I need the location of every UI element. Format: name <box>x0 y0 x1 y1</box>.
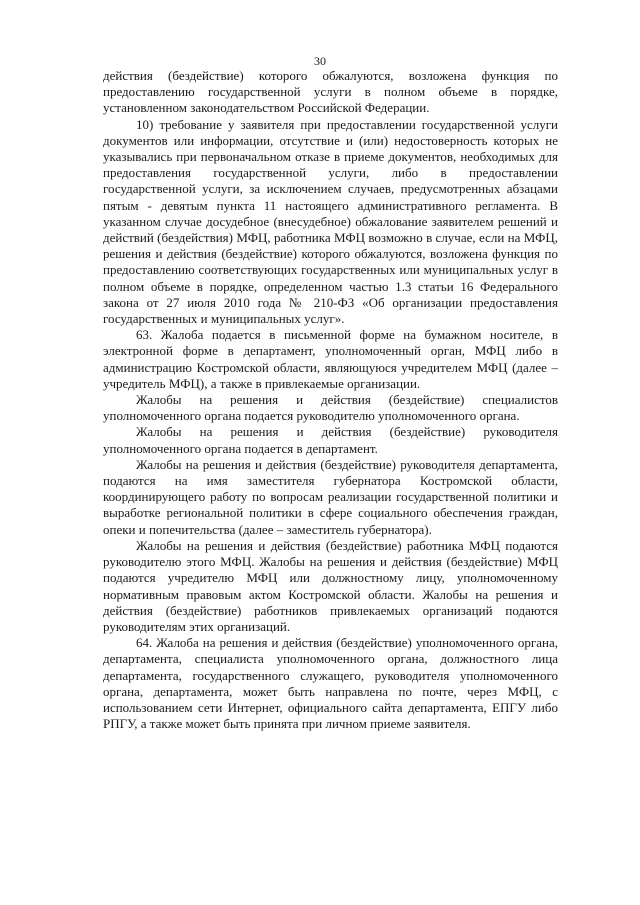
document-body <box>103 68 558 732</box>
paragraph: Жалобы на решения и действия (бездействие) руководителя департамента, подаются на имя заместителя губернатора Костромской области, координирующего работу по вопросам реализации государственной политики и выработке региональной политики в сфере социального обеспечения граждан, опеки и попечительства (далее – заместитель губернатора). <box>103 456 558 537</box>
paragraph: Жалобы на решения и действия (бездействие) руководителя уполномоченного органа подается в департамент. <box>103 424 558 456</box>
paragraph: 64. Жалоба на решения и действия (бездействие) уполномоченного органа, департамента, специалиста уполномоченного органа, должностного лица департамента, государственного служащего, руководителя уполномоченного органа, департамента, может быть направлена по почте, через МФЦ, с использованием сети Интернет, официального сайта департамента, ЕПГУ либо РПГУ, а также может быть принята при личном приеме заявителя. <box>103 635 558 732</box>
paragraph: 63. Жалоба подается в письменной форме на бумажном носителе, в электронной форме в департамент, уполномоченный орган, МФЦ либо в администрацию Костромской области, являющуюся учредителем МФЦ (далее – учредитель МФЦ), а также в привлекаемые организации. <box>103 327 558 391</box>
paragraph: Жалобы на решения и действия (бездействие) работника МФЦ подаются руководителю этого МФЦ. Жалобы на решения и действия (бездействие) МФЦ подаются учредителю МФЦ или должностному лицу, уполномоченному нормативным правовым актом Костромской области. Жалобы на решения и действия (бездействие) работников привлекаемых организаций подаются руководителям этих организаций. <box>103 537 558 634</box>
paragraph: действия (бездействие) которого обжалуются, возложена функция по предоставлению государственной услуги в полном объеме в порядке, установленном законодательством Российской Федерации. <box>103 68 558 116</box>
page-number: 30 <box>314 54 326 68</box>
paragraph: 10) требование у заявителя при предоставлении государственной услуги документов или информации, отсутствие и (или) недостоверность которых не указывались при первоначальном отказе в приеме документов, необходимых для предоставления государственной услуги, либо в предоставлении государственной услуги, за исключением случаев, предусмотренных абзацами пятым - девятым пункта 11 настоящего административного регламента. В указанном случае досудебное (внесудебное) обжалование заявителем решений и действий (бездействия) МФЦ, работника МФЦ возможно в случае, если на МФЦ, решения и действия (бездействие) которого обжалуются, возложена функция по предоставлению соответствующих государственных или муниципальных услуг в полном объеме в порядке, определенном частью 1.3 статьи 16 Федерального закона от 27 июля 2010 года № 210-ФЗ «Об организации предоставления государственных и муниципальных услуг». <box>103 116 558 327</box>
paragraph: Жалобы на решения и действия (бездействие) специалистов уполномоченного органа подается руководителю уполномоченного органа. <box>103 392 558 424</box>
